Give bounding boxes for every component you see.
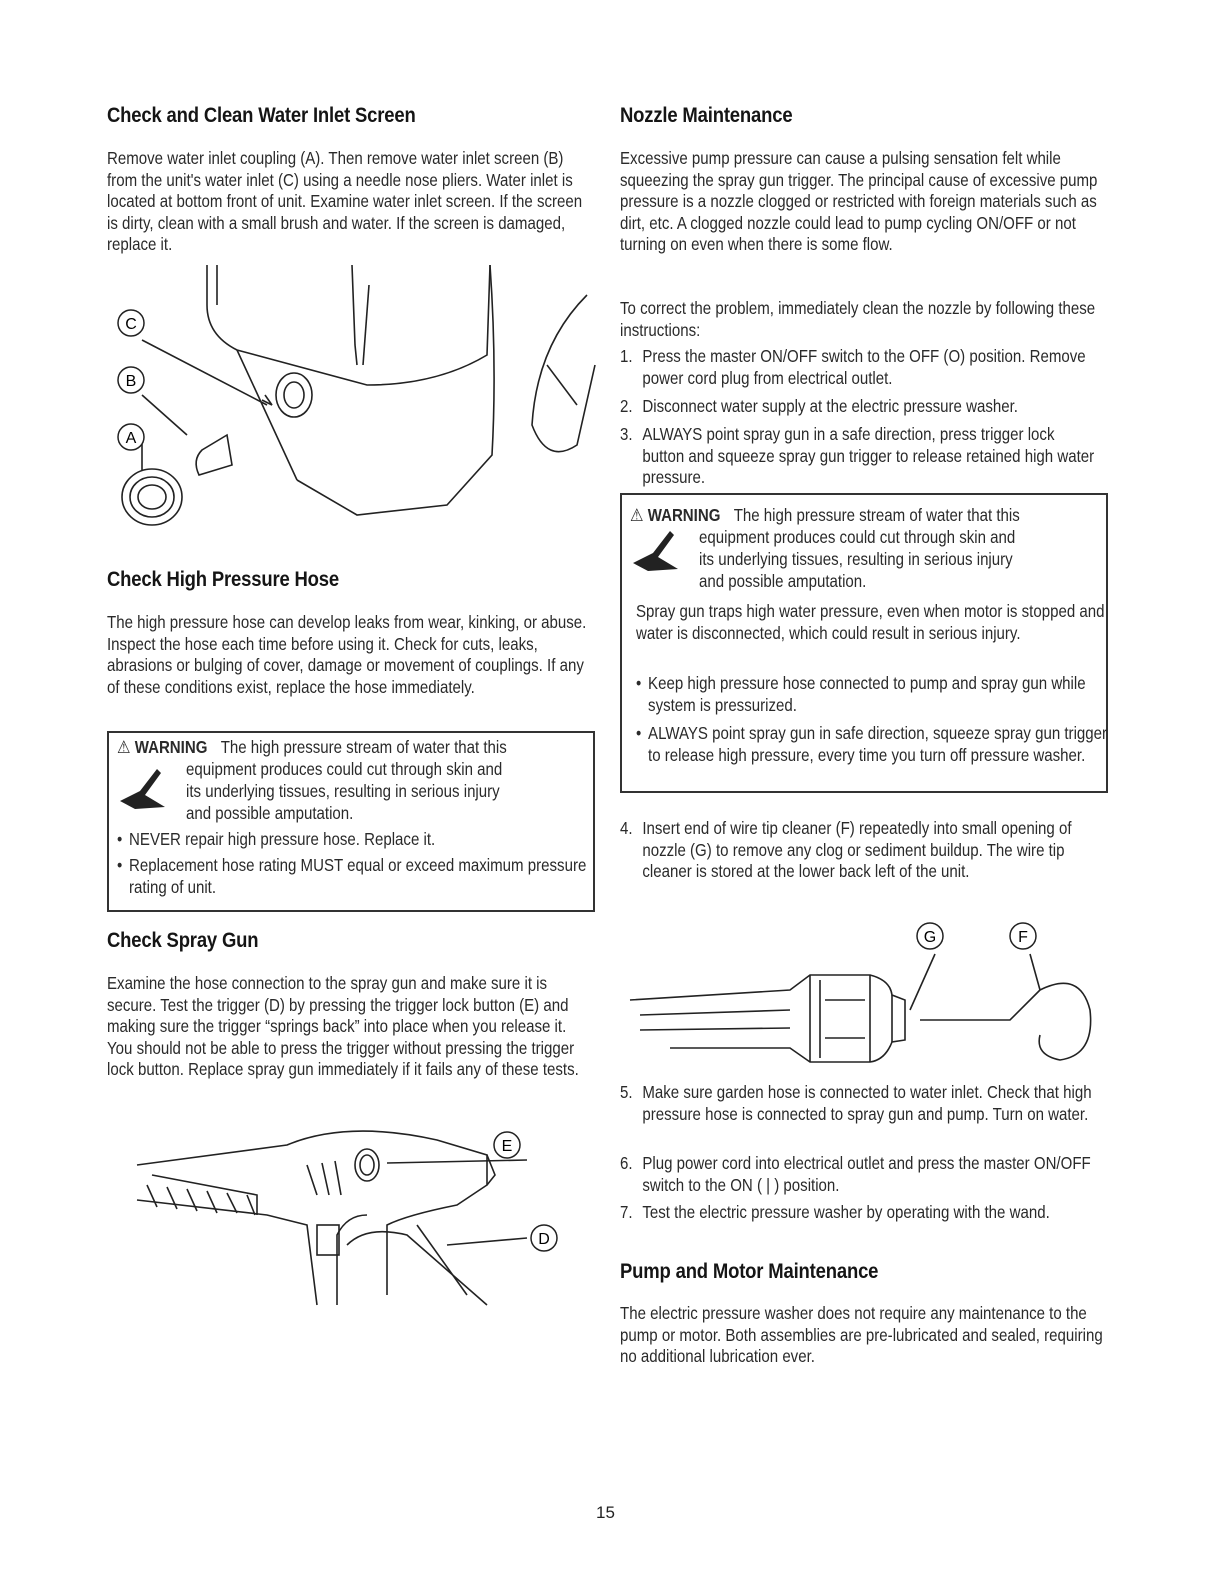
step-1: 1. Press the master ON/OFF switch to the OFF (O) position. Remove power cord plug from electrical outlet. <box>620 346 1086 388</box>
nozzle-warning-box <box>620 493 1108 793</box>
nozzle-illustration <box>620 920 1108 1070</box>
cut-hazard-icon <box>115 761 170 813</box>
hose-warning-text2: equipment produces could cut through skin and <box>186 759 503 779</box>
hose-body: The high pressure hose can develop leaks from wear, kinking, or abuse. Inspect the hose each time before using it. Check for cuts, leaks, abrasions or bulging of cover, damage or movement of couplings. If any of these conditions exist, replace the hose immediately. <box>107 612 587 697</box>
pump-body: The electric pressure washer does not require any maintenance to the pump or motor. Both assemblies are pre-lubricated and sealed, requiring no additional lubrication ever. <box>620 1303 1103 1366</box>
inlet-illustration <box>107 265 595 525</box>
nozzle-warning-text3: its underlying tissues, resulting in serious injury <box>699 549 1013 569</box>
label-d: D <box>538 1231 550 1248</box>
gun-body: Examine the hose connection to the spray gun and make sure it is secure. Test the trigger (D) by pressing the trigger lock button (E) and making sure the trigger “springs back” into place when you release it. You should not be able to press the trigger without pressing the trigger lock button. Replace spray gun immediately if it fails any of these tests. <box>107 973 579 1079</box>
warning-triangle-icon: ⚠ <box>117 737 131 757</box>
gun-heading: Check Spray Gun <box>107 929 259 952</box>
label-e: E <box>501 1138 513 1155</box>
hose-warning-bullet-1: • NEVER repair high pressure hose. Replace it. <box>117 829 593 851</box>
nozzle-warning-bullet-2: • ALWAYS point spray gun in safe direction, squeeze spray gun trigger to release high pressure, every time you turn off pressure washer. <box>636 723 1112 766</box>
hose-heading: Check High Pressure Hose <box>107 568 340 591</box>
hose-warning-bullet-2: • Replacement hose rating MUST equal or exceed maximum pressure rating of unit. <box>117 855 593 898</box>
step-5: 5. Make sure garden hose is connected to water inlet. Check that high pressure hose is connected to spray gun and pump. Turn on water. <box>620 1082 1092 1124</box>
hose-warning-text4: and possible amputation. <box>186 803 354 823</box>
page-number: 15 <box>596 1503 615 1522</box>
warning-triangle-icon: ⚠ <box>630 505 644 525</box>
nozzle-intro: To correct the problem, immediately clean the nozzle by following these instructions: <box>620 298 1096 340</box>
nozzle-warning-label: WARNING <box>647 505 721 525</box>
step-7: 7. Test the electric pressure washer by operating with the wand. <box>620 1202 1050 1222</box>
nozzle-warning-text2: equipment produces could cut through skin and <box>699 527 1016 547</box>
label-b: B <box>125 373 137 390</box>
hose-warning-label: WARNING <box>134 737 208 757</box>
hose-warning-box <box>107 731 595 912</box>
nozzle-heading: Nozzle Maintenance <box>620 104 793 127</box>
step-6: 6. Plug power cord into electrical outlet and press the master ON/OFF switch to the ON ( | ) position. <box>620 1153 1091 1195</box>
label-c: C <box>125 316 137 333</box>
nozzle-warning-extra: Spray gun traps high water pressure, even when motor is stopped and water is disconnected, which could result in serious injury. <box>636 601 1105 643</box>
inlet-heading: Check and Clean Water Inlet Screen <box>107 104 416 127</box>
nozzle-warning-text1: The high pressure stream of water that this <box>733 505 1020 525</box>
label-a: A <box>125 430 137 447</box>
hose-warning-text3: its underlying tissues, resulting in serious injury <box>186 781 500 801</box>
label-f: F <box>1018 929 1028 946</box>
nozzle-body: Excessive pump pressure can cause a pulsing sensation felt while squeezing the spray gun trigger. The principal cause of excessive pump pressure is a nozzle clogged or restricted with foreign materials such as dirt, etc. A clogged nozzle could lead to pump cycling ON/OFF or not turning on even when there is some flow. <box>620 148 1098 254</box>
step-4: 4. Insert end of wire tip cleaner (F) repeatedly into small opening of nozzle (G) to remove any clog or sediment buildup. The wire tip cleaner is stored at the lower back left of the unit. <box>620 818 1072 881</box>
nozzle-warning-text4: and possible amputation. <box>699 571 867 591</box>
cut-hazard-icon <box>628 523 683 575</box>
nozzle-warning-bullet-1: • Keep high pressure hose connected to pump and spray gun while system is pressurized. <box>636 673 1112 716</box>
inlet-body: Remove water inlet coupling (A). Then remove water inlet screen (B) from the unit's water inlet (C) using a needle nose pliers. Water inlet is located at bottom front of unit. Examine water inlet screen. If the screen is dirty, clean with a small brush and water. If the screen is damaged, replace it. <box>107 148 583 254</box>
label-g: G <box>923 929 937 946</box>
spray-gun-illustration <box>107 1115 595 1315</box>
pump-heading: Pump and Motor Maintenance <box>620 1260 879 1283</box>
step-2: 2. Disconnect water supply at the electric pressure washer. <box>620 396 1018 416</box>
hose-warning-text1: The high pressure stream of water that this <box>220 737 507 757</box>
step-3: 3. ALWAYS point spray gun in a safe direction, press trigger lock button and squeeze spray gun trigger to release retained high water pressure. <box>620 424 1095 487</box>
